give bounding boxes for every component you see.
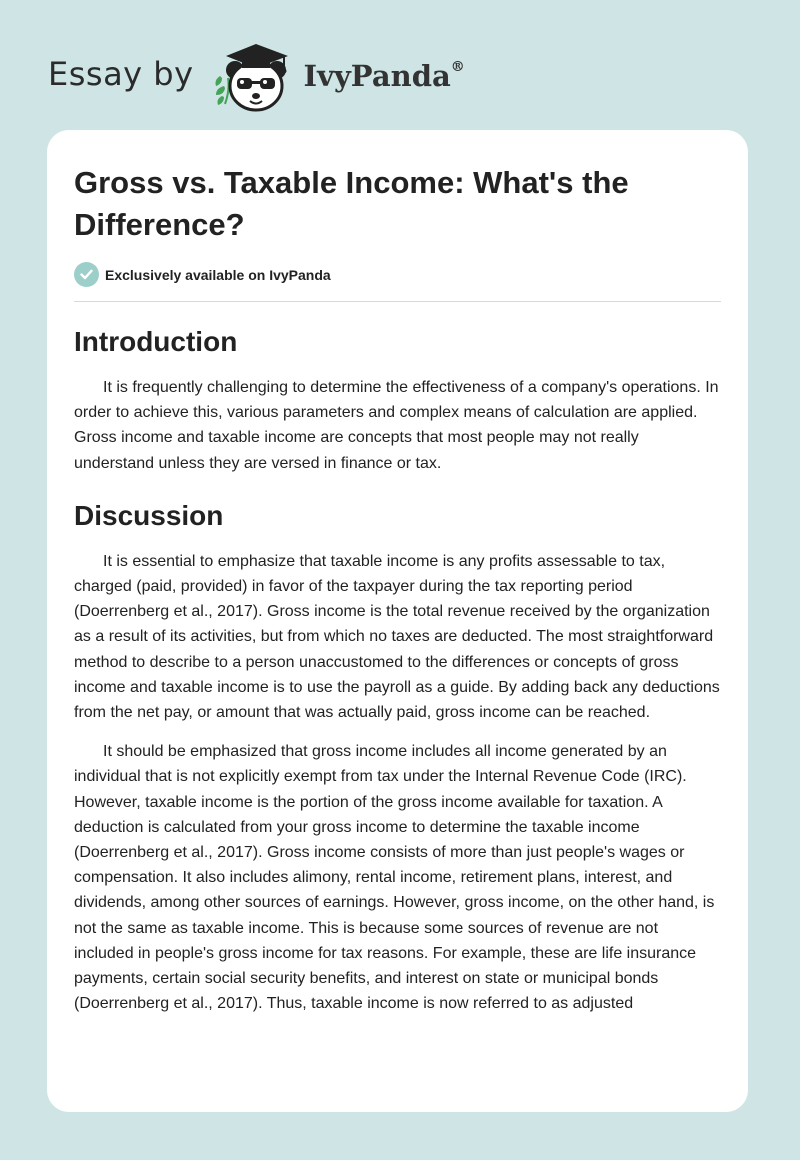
exclusive-badge (74, 262, 721, 287)
essay-by-label: Essay by (48, 55, 194, 93)
check-icon (74, 262, 99, 287)
site-header (48, 36, 465, 112)
paragraph: It is essential to emphasize that taxable income is any profits assessable to tax, charged (paid, provided) in favor of the taxpayer during the tax reporting period (Doerrenberg et al., 2017). Gross income is the total revenue received by the organization as a result of its activities, but from which no taxes are deducted. The most straightforward method to describe to a person unaccustomed to the differences or concepts of gross income and taxable income is to use the payroll as a guide. By adding back any deductions from the net pay, or amount that was actually paid, gross income can be reached. (74, 552, 720, 722)
brand-name[interactable]: IvyPanda® (303, 59, 465, 93)
panda-graduate-logo-icon[interactable] (206, 36, 302, 112)
exclusive-label: Exclusively available on IvyPanda (105, 266, 331, 283)
paragraph: It is frequently challenging to determine the effectiveness of a company's operations. In order to achieve this, various parameters and complex means of calculation are applied. Gross income and taxable income are concepts that most people may not really understand unless they are versed in finance or tax. (74, 379, 719, 472)
paragraph: It should be emphasized that gross income includes all income generated by an individual that is not explicitly exempt from tax under the Internal Revenue Code (IRC). However, taxable income is the portion of the gross income available for taxation. A deduction is calculated from your gross income to determine the taxable income (Doerrenberg et al., 2017). Gross income consists of more than just people's wages or compensation. It also includes alimony, rental income, retirement plans, interest, and dividends, among other sources of earnings. However, gross income, on the other hand, is not the same as taxable income. This is because some sources of revenue are not included in people's gross income for tax reasons. For example, these are life insurance payments, certain social security benefits, and interest on state or municipal bonds (Doerrenberg et al., 2017). Thus, taxable income is now referred to as adjusted (74, 743, 715, 1013)
section-heading-introduction: Introduction (74, 326, 238, 357)
essay-card (47, 130, 748, 1112)
divider (74, 301, 721, 302)
page-title: Gross vs. Taxable Income: What's the Difference? (74, 165, 629, 242)
section-heading-discussion: Discussion (74, 499, 224, 531)
